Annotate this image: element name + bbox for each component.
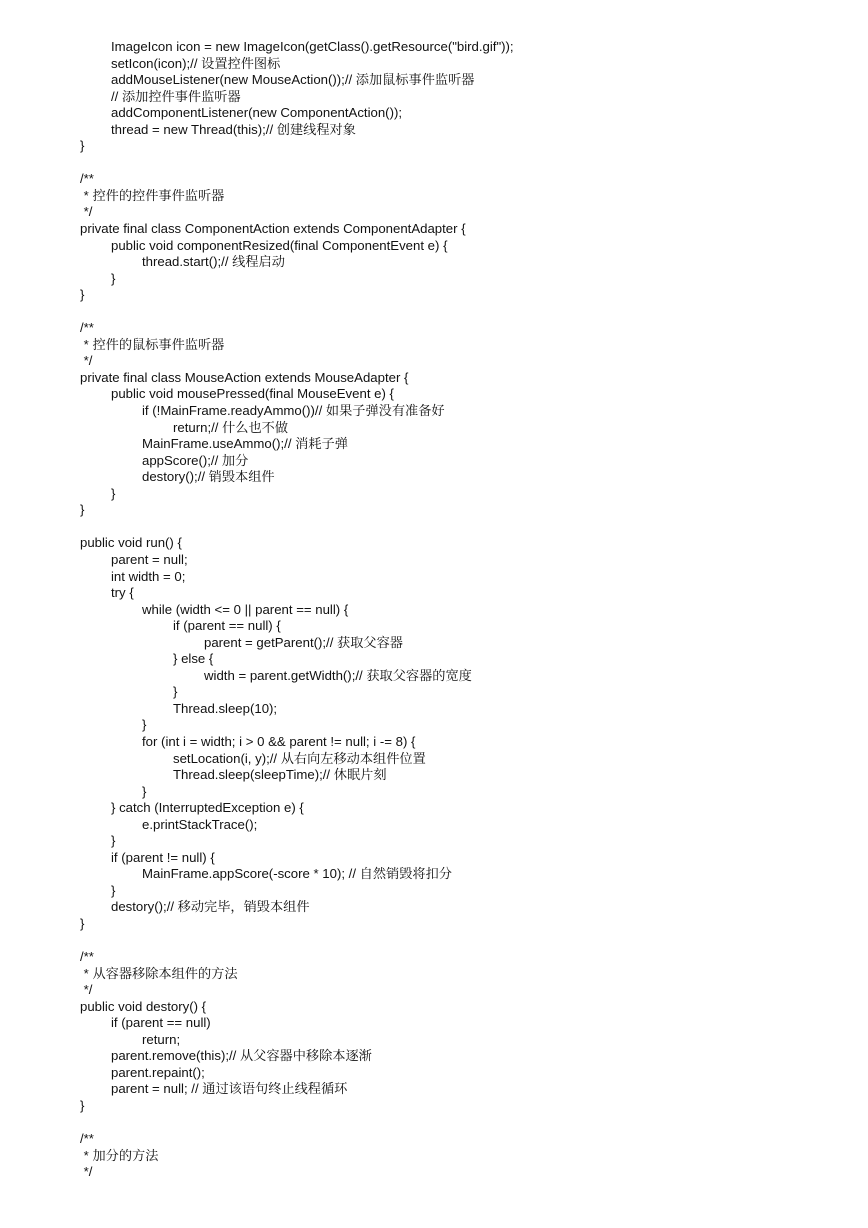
code-line: /**	[80, 1131, 94, 1147]
code-line: ImageIcon icon = new ImageIcon(getClass().getResource("bird.gif"));	[111, 39, 514, 54]
code-line: /**	[80, 171, 94, 187]
code-line: private final class ComponentAction extends ComponentAdapter {	[80, 221, 466, 237]
code-line: public void componentResized(final ComponentEvent e) {	[111, 237, 448, 253]
code-line: * 加分的方法	[80, 1147, 159, 1163]
code-line: while (width <= 0 || parent == null) {	[142, 601, 349, 617]
code-line: if (!MainFrame.readyAmmo())// 如果子弹没有准备好	[142, 403, 445, 419]
code-line: public void destory() {	[80, 998, 207, 1014]
code-line: * 控件的鼠标事件监听器	[80, 336, 225, 352]
code-line: }	[142, 783, 147, 799]
code-line: addMouseListener(new MouseAction());// 添加鼠标事件监听器	[111, 72, 475, 88]
code-listing	[80, 39, 840, 1181]
code-line: }	[80, 915, 85, 931]
code-line: */	[80, 204, 93, 220]
code-line: }	[142, 717, 147, 733]
code-line: width = parent.getWidth();// 获取父容器的宽度	[204, 667, 472, 683]
code-line: try {	[111, 585, 134, 601]
code-line: }	[80, 502, 85, 518]
code-line: destory();// 销毁本组件	[142, 469, 275, 485]
code-line: if (parent == null)	[111, 1015, 211, 1031]
code-line: /**	[80, 949, 94, 965]
code-line: Thread.sleep(10);	[173, 700, 278, 716]
code-line: public void mousePressed(final MouseEvent e) {	[111, 386, 394, 402]
blank-line	[80, 519, 840, 536]
code-line: if (parent == null) {	[173, 618, 281, 634]
code-line: int width = 0;	[111, 568, 186, 584]
blank-line	[80, 304, 840, 321]
code-line: MainFrame.appScore(-score * 10); // 自然销毁将扣分	[142, 866, 452, 882]
code-line: return;	[142, 1031, 181, 1047]
code-line: /**	[80, 320, 94, 336]
code-line: e.printStackTrace();	[142, 816, 258, 832]
code-line: appScore();// 加分	[142, 452, 249, 468]
code-line: } else {	[173, 651, 214, 667]
code-line: return;// 什么也不做	[173, 419, 289, 435]
code-line: Thread.sleep(sleepTime);// 休眠片刻	[173, 767, 387, 783]
code-line: addComponentListener(new ComponentAction());	[111, 105, 403, 121]
code-line: * 从容器移除本组件的方法	[80, 965, 238, 981]
blank-line	[80, 1115, 840, 1132]
code-line: setIcon(icon);// 设置控件图标	[111, 55, 281, 71]
blank-line	[80, 155, 840, 172]
code-line: }	[111, 270, 116, 286]
code-line: }	[111, 485, 116, 501]
code-line: }	[111, 882, 116, 898]
code-line: thread = new Thread(this);// 创建线程对象	[111, 121, 356, 137]
code-line: destory();// 移动完毕，销毁本组件	[111, 899, 310, 915]
code-line: parent = null; // 通过该语句终止线程循环	[111, 1081, 348, 1097]
code-line: MainFrame.useAmmo();// 消耗子弹	[142, 436, 348, 452]
code-line: thread.start();// 线程启动	[142, 254, 285, 270]
code-line: for (int i = width; i > 0 && parent != null; i -= 8) {	[142, 733, 416, 749]
code-line: }	[111, 833, 116, 849]
code-line: private final class MouseAction extends MouseAdapter {	[80, 369, 409, 385]
code-line: }	[80, 138, 85, 154]
blank-line	[80, 933, 840, 950]
code-line: }	[80, 287, 85, 303]
code-line: }	[80, 1098, 85, 1113]
code-line: parent = getParent();// 获取父容器	[204, 634, 403, 650]
code-line: if (parent != null) {	[111, 849, 215, 865]
code-line: parent = null;	[111, 551, 188, 567]
code-line: } catch (InterruptedException e) {	[111, 800, 304, 816]
code-line: parent.remove(this);// 从父容器中移除本逐渐	[111, 1048, 372, 1064]
code-line: // 添加控件事件监听器	[111, 88, 241, 104]
code-line: public void run() {	[80, 535, 182, 551]
code-line: setLocation(i, y);// 从右向左移动本组件位置	[173, 750, 426, 766]
code-line: */	[80, 982, 93, 998]
code-line: * 控件的控件事件监听器	[80, 187, 225, 203]
code-line: */	[80, 1164, 93, 1180]
code-line: }	[173, 684, 178, 700]
code-line: */	[80, 353, 93, 369]
code-line: parent.repaint();	[111, 1064, 205, 1080]
